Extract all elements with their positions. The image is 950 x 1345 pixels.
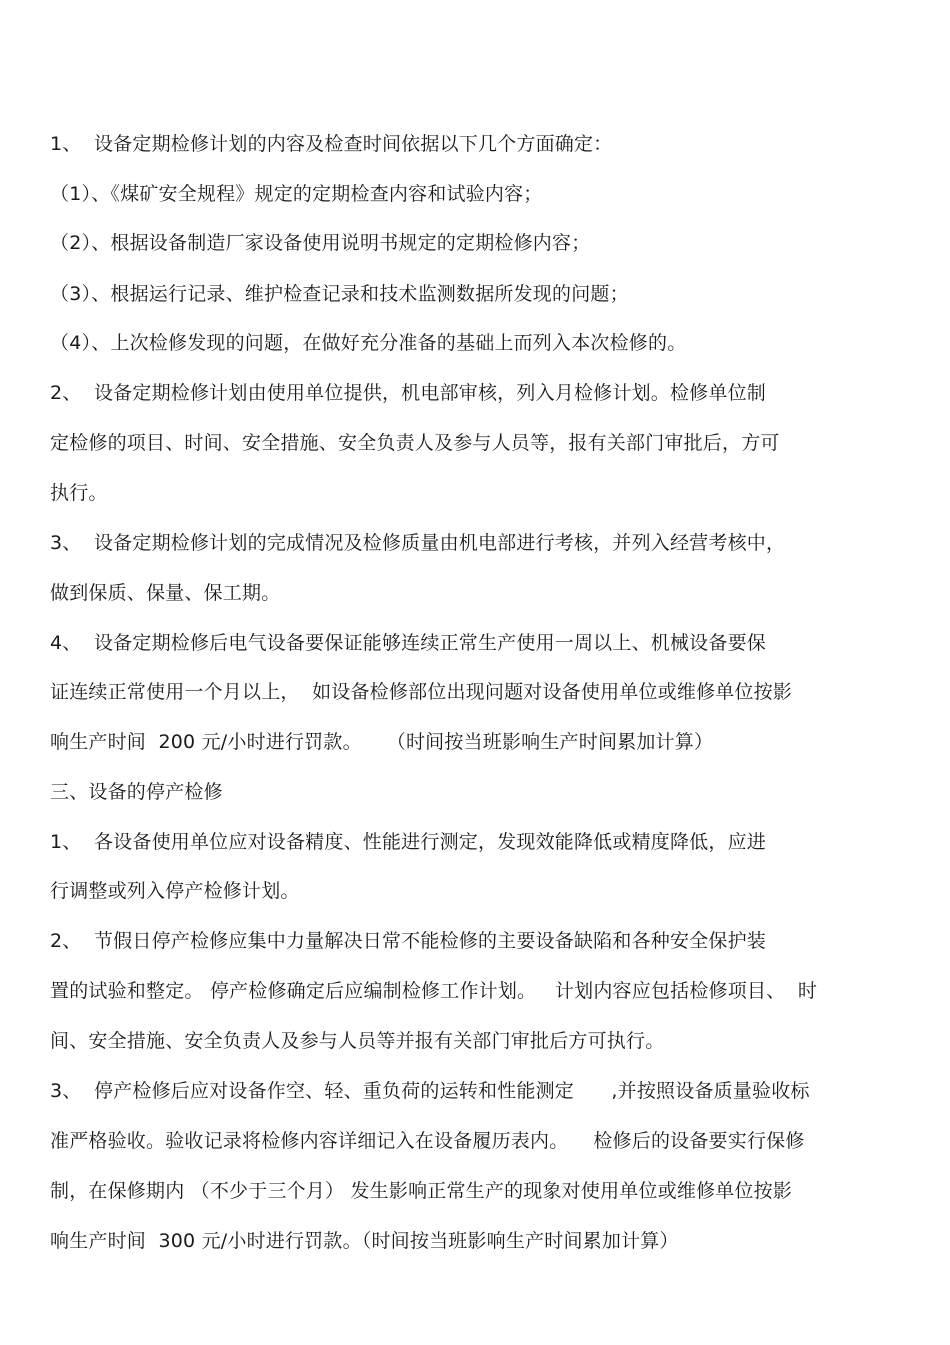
text-line: （4）、上次检修发现的问题，在做好充分准备的基础上而列入本次检修的。 <box>50 332 687 354</box>
text-line: 准严格验收。验收记录将检修内容详细记入在设备履历表内。 检修后的设备要实行保修 <box>50 1130 805 1152</box>
text-line: （3）、根据运行记录、维护检查记录和技术监测数据所发现的问题； <box>50 283 629 305</box>
text-line: 4、 设备定期检修后电气设备要保证能够连续正常生产使用一周以上、机械设备要保 <box>50 632 766 654</box>
text-line: 执行。 <box>50 482 108 504</box>
section-heading: 三、设备的停产检修 <box>50 781 223 803</box>
text-line: 证连续正常使用一个月以上， 如设备检修部位出现问题对设备使用单位或维修单位按影 <box>50 681 793 703</box>
text-line: （1）、《煤矿安全规程》规定的定期检查内容和试验内容； <box>50 183 543 205</box>
text-line: 行调整或列入停产检修计划。 <box>50 880 300 902</box>
text-line: 响生产时间 300 元/小时进行罚款。（时间按当班影响生产时间累加计算） <box>50 1230 679 1252</box>
text-line: 2、 设备定期检修计划由使用单位提供，机电部审核，列入月检修计划。检修单位制 <box>50 382 766 404</box>
text-line: 做到保质、保量、保工期。 <box>50 582 281 604</box>
text-line: （2）、根据设备制造厂家设备使用说明书规定的定期检修内容； <box>50 232 591 254</box>
text-line: 3、 设备定期检修计划的完成情况及检修质量由机电部进行考核，并列入经营考核中， <box>50 532 786 554</box>
text-line: 1、 设备定期检修计划的内容及检查时间依据以下几个方面确定： <box>50 133 613 155</box>
text-line: 3、 停产检修后应对设备作空、轻、重负荷的运转和性能测定 ,并按照设备质量验收标 <box>50 1080 810 1102</box>
text-line: 定检修的项目、时间、安全措施、安全负责人及参与人员等，报有关部门审批后，方可 <box>50 432 780 454</box>
text-line: 响生产时间 200 元/小时进行罚款。 （时间按当班影响生产时间累加计算） <box>50 731 714 753</box>
text-line: 2、 节假日停产检修应集中力量解决日常不能检修的主要设备缺陷和各种安全保护装 <box>50 930 766 952</box>
text-line: 1、 各设备使用单位应对设备精度、性能进行测定，发现效能降低或精度降低，应进 <box>50 831 766 853</box>
text-line: 制，在保修期内 （不少于三个月） 发生影响正常生产的现象对使用单位或维修单位按影 <box>50 1180 793 1202</box>
text-line: 置的试验和整定。 停产检修确定后应编制检修工作计划。 计划内容应包括检修项目、 时 <box>50 980 818 1002</box>
text-line: 间、安全措施、安全负责人及参与人员等并报有关部门审批后方可执行。 <box>50 1030 665 1052</box>
